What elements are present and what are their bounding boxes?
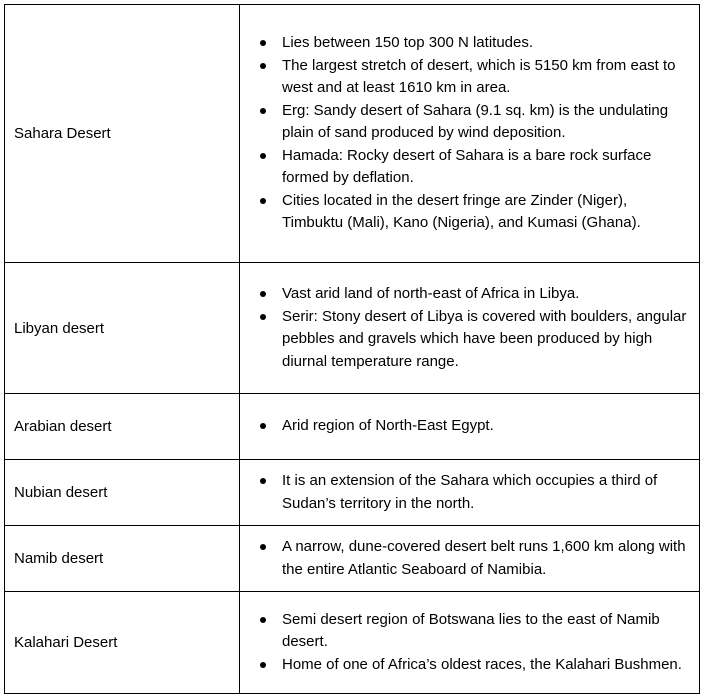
bullet-list (260, 32, 691, 235)
desert-description-cell (240, 263, 700, 394)
table-row (5, 263, 700, 394)
table-row (5, 394, 700, 460)
bullet-item: The largest stretch of desert, which is 5150 km from east to west and at least 1610 km in area. (260, 55, 691, 100)
desert-description-cell (240, 526, 700, 592)
bullet-list (260, 283, 691, 373)
table-row (5, 5, 700, 263)
bullet-item: Arid region of North-East Egypt. (260, 415, 691, 438)
desert-description-cell (240, 5, 700, 263)
desert-name: Nubian desert (14, 484, 108, 501)
bullet-list (260, 536, 691, 581)
desert-name-cell (5, 460, 240, 526)
desert-name-cell (5, 526, 240, 592)
bullet-item: Cities located in the desert fringe are Zinder (Niger), Timbuktu (Mali), Kano (Nigeria), and Kumasi (Ghana). (260, 190, 691, 235)
desert-description-cell (240, 592, 700, 694)
bullet-list (260, 609, 691, 677)
table-row (5, 592, 700, 694)
desert-name-cell (5, 5, 240, 263)
desert-name: Libyan desert (14, 319, 105, 337)
desert-name-cell (5, 592, 240, 694)
desert-name-cell (5, 394, 240, 460)
desert-description-cell (240, 394, 700, 460)
bullet-item: Serir: Stony desert of Libya is covered with boulders, angular pebbles and gravels which have been produced by high diurnal temperature range. (260, 306, 691, 374)
bullet-list (260, 415, 691, 438)
desert-name: Kalahari Desert (14, 634, 118, 651)
desert-name: Namib desert (14, 550, 104, 567)
bullet-item: Vast arid land of north-east of Africa in Libya. (260, 283, 691, 306)
bullet-item: Semi desert region of Botswana lies to the east of Namib desert. (260, 609, 691, 654)
desert-name: Arabian desert (14, 418, 112, 435)
bullet-item: It is an extension of the Sahara which occupies a third of Sudan’s territory in the north. (260, 470, 691, 515)
table-row (5, 460, 700, 526)
bullet-item: Home of one of Africa’s oldest races, the Kalahari Bushmen. (260, 654, 691, 677)
desert-name-cell (5, 263, 240, 394)
bullet-item: Erg: Sandy desert of Sahara (9.1 sq. km) is the undulating plain of sand produced by wind deposition. (260, 100, 691, 145)
bullet-item: Lies between 150 top 300 N latitudes. (260, 32, 691, 55)
desert-name: Sahara Desert (14, 125, 111, 142)
desert-table (4, 4, 700, 694)
bullet-item: A narrow, dune-covered desert belt runs 1,600 km along with the entire Atlantic Seaboard of Namibia. (260, 536, 691, 581)
bullet-list (260, 470, 691, 515)
bullet-item: Hamada: Rocky desert of Sahara is a bare rock surface formed by deflation. (260, 145, 691, 190)
table-row (5, 526, 700, 592)
desert-description-cell (240, 460, 700, 526)
